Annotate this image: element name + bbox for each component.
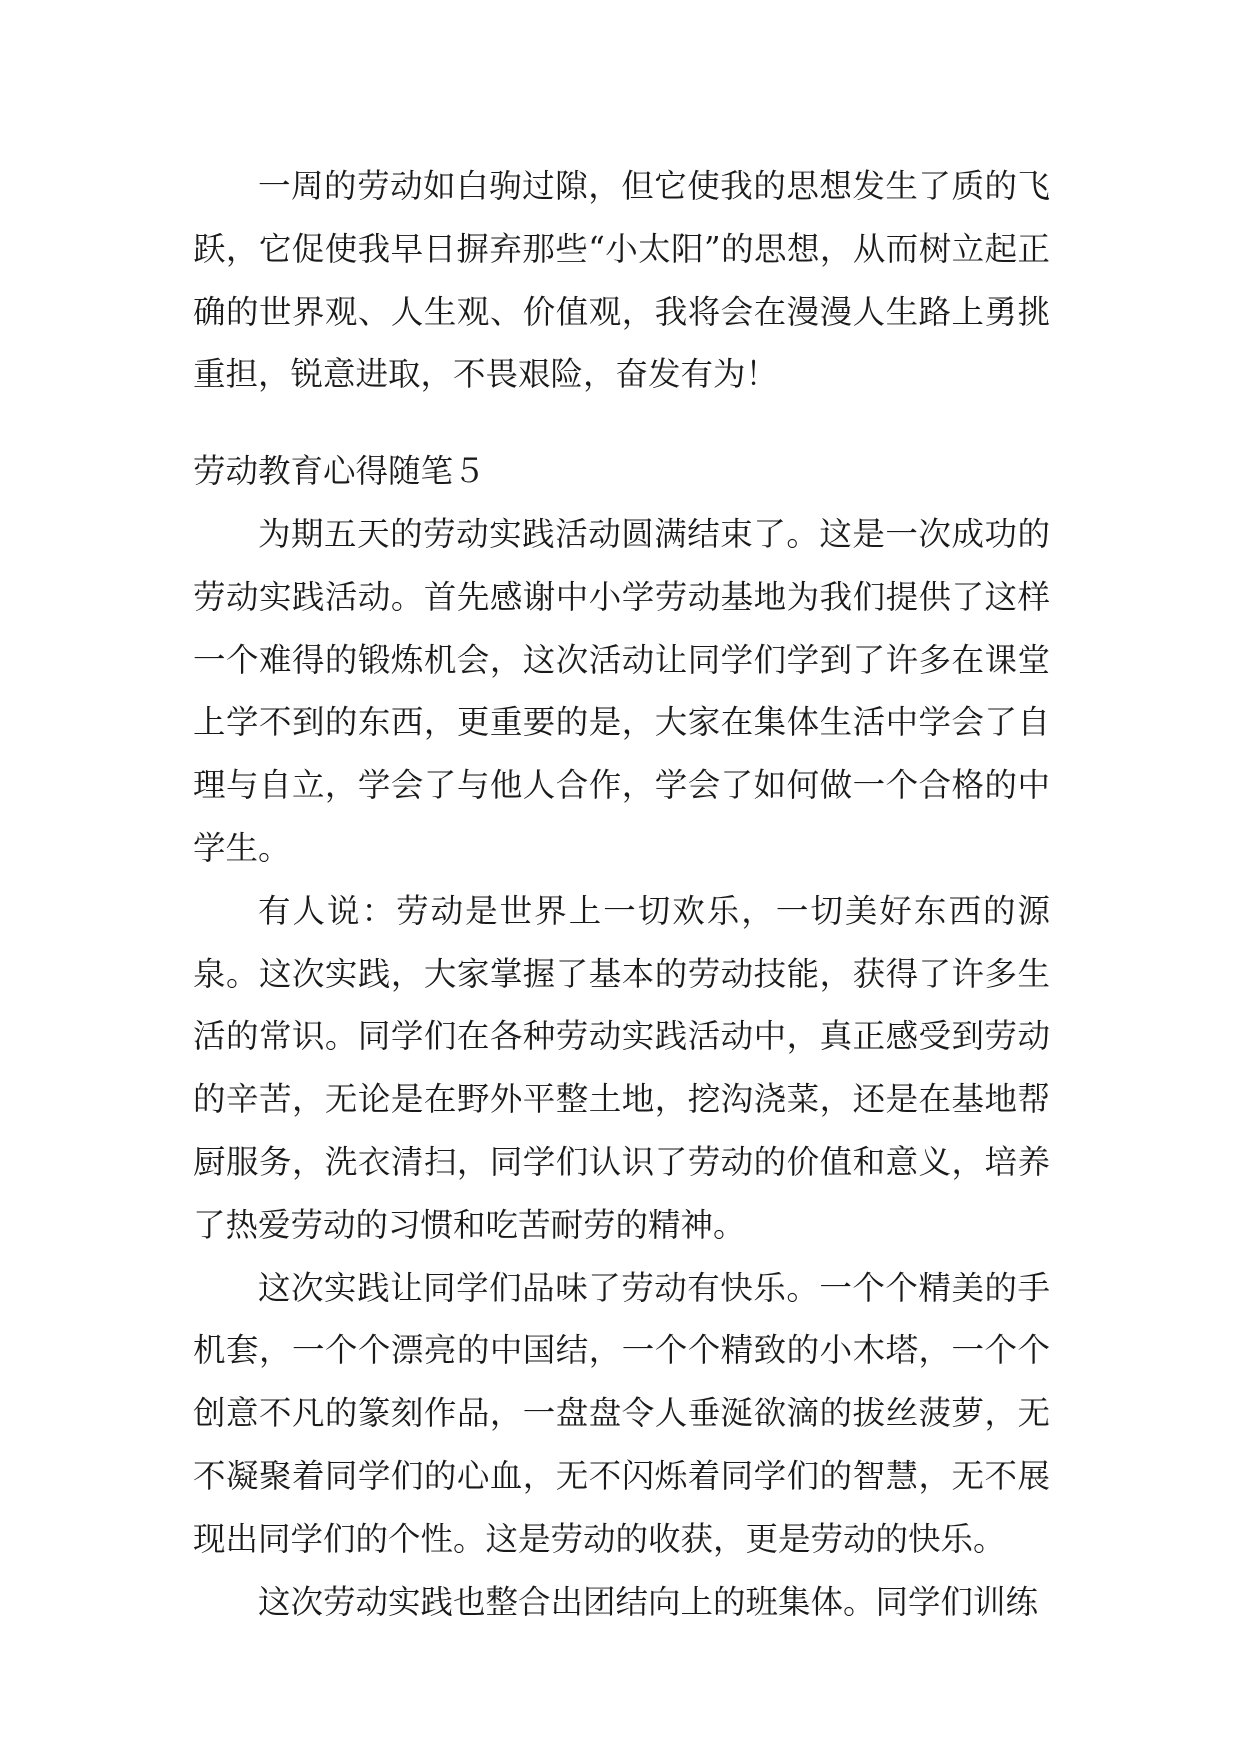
section-title: 劳动教育心得随笔５ — [193, 452, 486, 491]
intro-paragraph: 一周的劳动如白驹过隙，但它使我的思想发生了质的飞跃，它促使我早日摒弃那些“小太阳”的思想，从而树立起正确的世界观、人生观、价值观，我将会在漫漫人生路上勇挑重担，锐意进取，不畏艰险，奋发有为！ — [193, 167, 1050, 394]
section-spacer — [193, 406, 1050, 440]
body-paragraph-1: 为期五天的劳动实践活动圆满结束了。这是一次成功的劳动实践活动。首先感谢中小学劳动基地为我们提供了这样一个难得的锻炼机会，这次活动让同学们学到了许多在课堂上学不到的东西，更重要的是，大家在集体生活中学会了自理与自立，学会了与他人合作，学会了如何做一个合格的中学生。 — [193, 514, 1050, 867]
document-body — [193, 155, 1050, 1633]
body-paragraph-3: 这次实践让同学们品味了劳动有快乐。一个个精美的手机套，一个个漂亮的中国结，一个个精致的小木塔，一个个创意不凡的篆刻作品，一盘盘令人垂涎欲滴的拔丝菠萝，无不凝聚着同学们的心血，无不闪烁着同学们的智慧，无不展现出同学们的个性。这是劳动的收获，更是劳动的快乐。 — [193, 1268, 1050, 1558]
body-paragraph-2: 有人说：劳动是世界上一切欢乐，一切美好东西的源泉。这次实践，大家掌握了基本的劳动技能，获得了许多生活的常识。同学们在各种劳动实践活动中，真正感受到劳动的辛苦，无论是在野外平整土地，挖沟浇菜，还是在基地帮厨服务，洗衣清扫，同学们认识了劳动的价值和意义，培养了热爱劳动的习惯和吃苦耐劳的精神。 — [193, 891, 1050, 1244]
body-paragraph-4: 这次劳动实践也整合出团结向上的班集体。同学们训练 — [258, 1582, 1039, 1621]
